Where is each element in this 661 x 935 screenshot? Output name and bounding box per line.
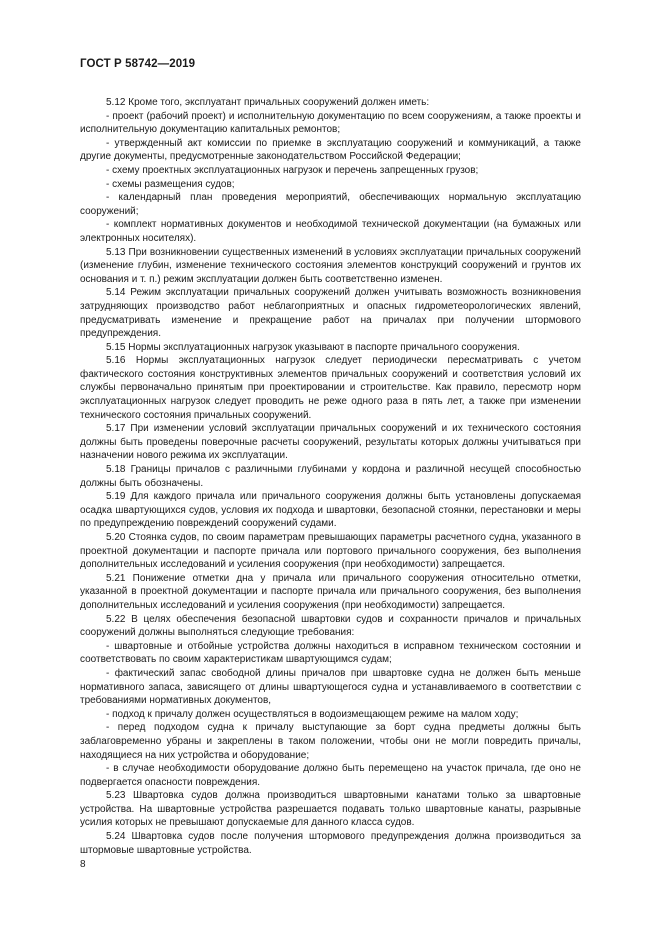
paragraph-5-16: 5.16 Нормы эксплуатационных нагрузок следует периодически пересматривать с учетом фактического состояния конструктивных элементов причальных сооружений и соответствия условий их службы первоначально принятым при проектировании и строительстве. Как правило, пересмотр норм эксплуатационных нагрузок следует проводить не реже одного раза в пять лет, а также при изменении технического состояния причальных сооружений.	[80, 355, 581, 421]
list-item: - календарный план проведения мероприятий, обеспечивающих нормальную эксплуатацию сооружений;	[80, 192, 581, 217]
paragraph-5-13: 5.13 При возникновении существенных изменений в условиях эксплуатации причальных сооружений (изменение глубин, изменение технического состояния элементов конструкций сооружений и грунтов их основания и т. п.) режим эксплуатации должен быть соответственно изменен.	[80, 246, 581, 285]
list-item: - перед подходом судна к причалу выступающие за борт судна предметы должны быть заблаговременно убраны и закреплены в таком положении, чтобы они не могли повредить причалы, находящиеся на них устройства и оборудование;	[80, 722, 581, 761]
paragraph-5-14: 5.14 Режим эксплуатации причальных сооружений должен учитывать возможность возникновения затрудняющих производство работ неблагоприятных и опасных гидрометеорологических явлений, предусматривать изменение и прекращение работ на причалах при получении штормового предупреждения.	[80, 287, 581, 340]
paragraph-5-23: 5.23 Швартовка судов должна производиться швартовными канатами только за швартовные устройства. На швартовные устройства разрешается подавать только швартовные канаты, разрывные усилия которых не превышают допускаемые для данного класса судов.	[80, 790, 581, 829]
list-item: - схему проектных эксплуатационных нагрузок и перечень запрещенных грузов;	[106, 164, 479, 176]
page-number: 8	[80, 859, 86, 870]
document-body	[80, 96, 581, 857]
paragraph-5-20: 5.20 Стоянка судов, по своим параметрам превышающих параметры расчетного судна, указанного в проектной документации и паспорте причала или портового причального сооружения, без выполнения дополнительных исследований и усиления сооружения (при необходимости) запрещается.	[80, 532, 581, 571]
document-header: ГОСТ Р 58742—2019	[80, 58, 196, 70]
paragraph-5-15: 5.15 Нормы эксплуатационных нагрузок указывают в паспорте причального сооружения.	[106, 341, 520, 353]
list-item: - проект (рабочий проект) и исполнительную документацию по всем сооружениям, а также проекты и исполнительную документацию капитальных ремонтов;	[80, 110, 581, 136]
list-item: - фактический запас свободной длины причалов при швартовке судна не должен быть меньше нормативного запаса, зависящего от длины швартующегося судна и устанавливаемого в соответствии с требованиями нормативных документов,	[80, 667, 581, 707]
list-item: - швартовные и отбойные устройства должны находиться в исправном техническом состоянии и соответствовать по своим характеристикам швартующимся судам;	[80, 640, 581, 666]
paragraph-5-19: 5.19 Для каждого причала или причального сооружения должны быть установлены допускаемая осадка швартующихся судов, условия их подхода и швартовки, безопасной стоянки, перестановки и меры по предупреждению повреждений сооружений судами.	[80, 491, 581, 530]
list-item: - утвержденный акт комиссии по приемке в эксплуатацию сооружений и коммуникаций, а также другие документы, предусмотренные законодательством Российской Федерации;	[80, 137, 581, 163]
paragraph-5-21: 5.21 Понижение отметки дна у причала или причального сооружения относительно отметки, указанной в проектной документации и паспорте причала или причального сооружения, без выполнения дополнительных исследований и усиления сооружения (при необходимости) запрещается.	[80, 572, 581, 611]
list-item: - схемы размещения судов;	[106, 178, 235, 190]
paragraph-5-12: 5.12 Кроме того, эксплуатант причальных сооружений должен иметь:	[106, 97, 430, 108]
list-item: - в случае необходимости оборудование должно быть перемещено на участок причала, где оно не подвергается опасности повреждения.	[80, 763, 581, 788]
paragraph-5-22: 5.22 В целях обеспечения безопасной швартовки судов и сохранности причалов и причальных сооружений должны выполняться следующие требования:	[80, 613, 581, 639]
list-item: - подход к причалу должен осуществляться в водоизмещающем режиме на малом ходу;	[106, 708, 519, 720]
paragraph-5-18: 5.18 Границы причалов с различными глубинами у кордона и различной несущей способностью должны быть обозначены.	[80, 464, 581, 489]
paragraph-5-24: 5.24 Швартовка судов после получения штормового предупреждения должна производиться за штормовые швартовные устройства.	[80, 831, 581, 856]
paragraph-5-17: 5.17 При изменении условий эксплуатации причальных сооружений и их технического состояния должны быть проведены поверочные расчеты сооружений, результаты которых должны учитываться при назначении нового режима их эксплуатации.	[80, 423, 581, 462]
list-item: - комплект нормативных документов и необходимой технической документации (на бумажных или электронных носителях).	[80, 219, 581, 244]
